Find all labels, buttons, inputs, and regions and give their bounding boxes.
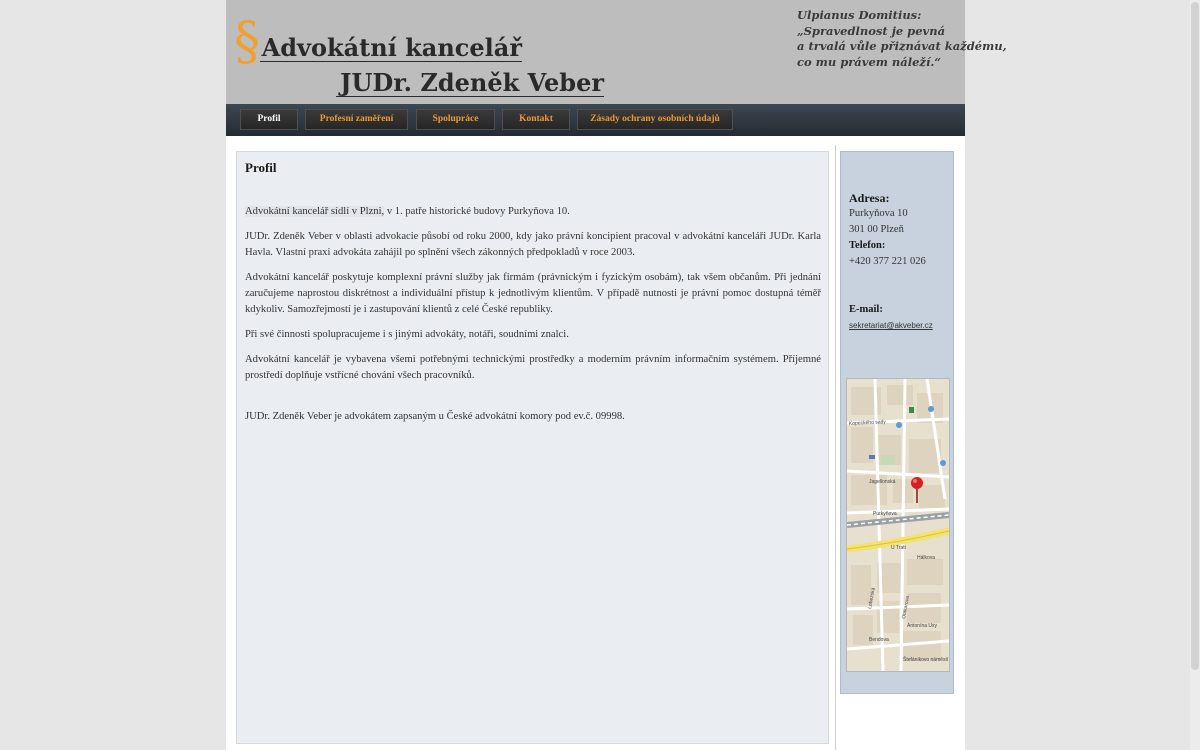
map-street-label: Bendova — [869, 637, 889, 643]
paragraph-text: v 1. patře historické budovy Purkyňova 10. — [384, 206, 570, 217]
email-link[interactable]: sekretariat@akveber.cz — [849, 321, 933, 330]
map-street-label: Hálkova — [917, 555, 936, 561]
nav-item-profil[interactable]: Profil — [240, 109, 298, 130]
paragraph: Advokátní kancelář je vybavena všemi potřebnými technickými prostředky a moderním právním informačním systémem. Příjemné prostředí doplňuje vstřícné chování všech pracovníků. — [245, 354, 821, 381]
address-block — [849, 190, 926, 270]
email-label: E-mail: — [849, 304, 883, 315]
highlighted-text: Advokátní kancelář sídlí v Plzni, — [245, 206, 385, 217]
paragraph: Při své činnosti spolupracujeme i s jinými advokáty, notáři, soudními znalci. — [245, 329, 569, 340]
phone-number: +420 377 221 026 — [849, 256, 926, 267]
vertical-scrollbar[interactable] — [1190, 0, 1200, 750]
page-title: Profil — [245, 160, 277, 175]
quote-line: „Spravedlnost je pevná — [797, 23, 946, 38]
map-street-label: Purkyňova — [873, 511, 897, 517]
location-map[interactable] — [846, 378, 950, 672]
page — [226, 0, 1007, 750]
paragraph: Advokátní kancelář poskytuje komplexní právní služby jak firmám (právnickým i fyzickým osobám), tak všem občanům. Při jednání zaručujeme naprostou diskrétnost a individuální přístup k jednotlivým klientům. V případě nutnosti je právní pomoc dostupná téměř kdykoliv. Samozřejmostí je i zastupování klientů z celé České republiky. — [245, 272, 821, 315]
map-street-label: Kopeckého sady — [848, 419, 887, 427]
paragraph: JUDr. Zdeněk Veber v oblasti advokacie působí od roku 2000, kdy jako právní koncipient pracoval v advokátní kanceláři JUDr. Karla Havla. Vlastní praxi advokáta zahájil po splnění všech zákonných předpokladů v roce 2003. — [245, 231, 821, 258]
content-body — [245, 204, 821, 434]
site-title-line2: JUDr. Zdeněk Veber — [336, 68, 604, 97]
phone-label: Telefon: — [849, 240, 886, 251]
scrollbar-thumb[interactable] — [1191, 2, 1199, 670]
map-street-label: Štefánikovo náměstí — [903, 657, 949, 663]
paragraph: JUDr. Zdeněk Veber je advokátem zapsaným u České advokátní komory pod ev.č. 09998. — [245, 411, 625, 422]
map-street-label: U Trati — [891, 545, 906, 551]
map-street-label: Antonína Uxy — [907, 623, 938, 629]
contact-sidebar — [840, 151, 954, 694]
main-nav — [226, 104, 965, 136]
quote-line: Ulpianus Domitius: — [797, 8, 922, 22]
map-street-label: Lobezská — [867, 587, 877, 610]
site-header — [226, 0, 1007, 104]
address-label: Adresa: — [849, 191, 890, 205]
main-content — [236, 151, 829, 744]
header-quote — [797, 8, 1007, 70]
quote-line: co mu právem náleží.“ — [797, 54, 941, 69]
paragraph — [245, 204, 821, 220]
address-line: 301 00 Plzeň — [849, 224, 904, 235]
map-street-label: Otakarova — [901, 595, 911, 620]
address-line: Purkyňova 10 — [849, 208, 908, 219]
nav-item-zasady[interactable]: Zásady ochrany osobních údajů — [577, 109, 733, 130]
nav-item-kontakt[interactable]: Kontakt — [502, 109, 570, 130]
column-divider — [835, 145, 836, 750]
quote-line: a trvalá vůle přiznávat každému, — [797, 39, 1007, 53]
section-sign-logo: § — [234, 12, 260, 72]
email-block — [849, 302, 933, 334]
map-graphic — [847, 379, 949, 671]
nav-item-spoluprace[interactable]: Spolupráce — [416, 109, 495, 130]
map-street-label: Jagellonská — [869, 479, 896, 485]
nav-item-profesni-zamereni[interactable]: Profesní zaměření — [305, 109, 408, 130]
site-title-line1: Advokátní kancelář — [261, 33, 522, 62]
